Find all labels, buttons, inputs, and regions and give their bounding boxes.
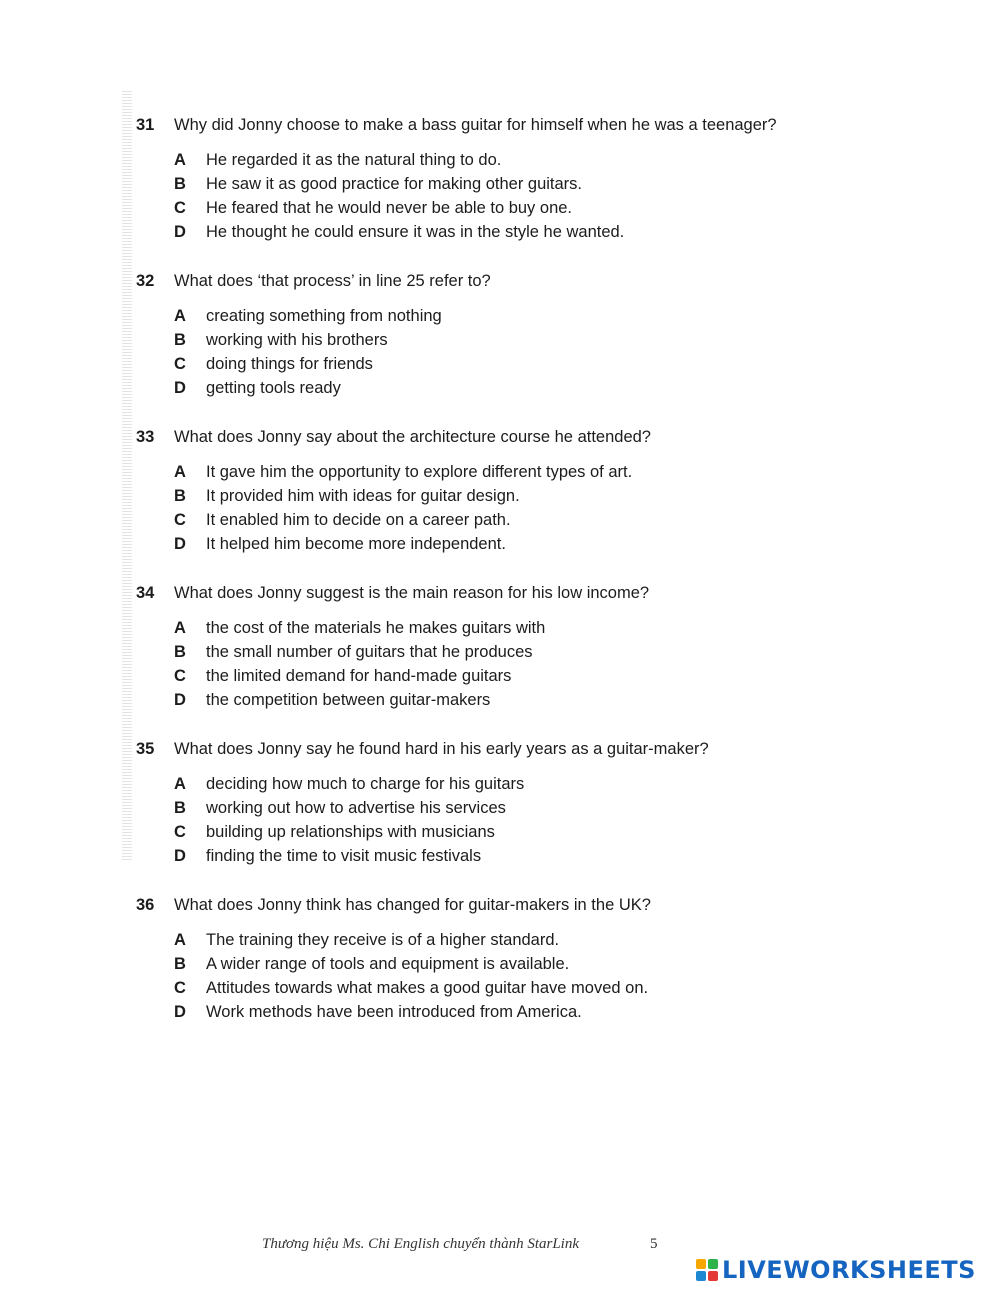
- option-a: [136, 772, 876, 796]
- question-number: 34: [136, 584, 155, 602]
- option-text: It gave him the opportunity to explore different types of art.: [206, 463, 633, 481]
- option-letter: C: [174, 511, 186, 529]
- option-b: [136, 796, 876, 820]
- footer-text: Thương hiệu Ms. Chi English chuyển thành StarLink: [262, 1236, 580, 1252]
- option-b: [136, 952, 876, 976]
- option-a: [136, 460, 876, 484]
- option-list: [136, 148, 876, 244]
- liveworksheets-brand: [696, 1255, 976, 1285]
- option-letter: C: [174, 667, 186, 685]
- option-list: [136, 304, 876, 400]
- option-list: [136, 616, 876, 712]
- question-number: 33: [136, 428, 155, 446]
- option-text: The training they receive is of a higher standard.: [206, 931, 560, 949]
- option-letter: B: [174, 331, 186, 349]
- option-list: [136, 772, 876, 868]
- option-a: [136, 928, 876, 952]
- option-text: It provided him with ideas for guitar design.: [206, 487, 520, 505]
- option-letter: B: [174, 175, 186, 193]
- option-c: [136, 196, 876, 220]
- option-text: the competition between guitar-makers: [206, 691, 491, 709]
- option-letter: D: [174, 691, 186, 709]
- question-stem: [136, 736, 876, 762]
- question-stem: [136, 424, 876, 450]
- question-number: 32: [136, 272, 155, 290]
- option-text: He feared that he would never be able to buy one.: [206, 199, 573, 217]
- option-letter: D: [174, 535, 186, 553]
- option-letter: A: [174, 931, 186, 949]
- option-text: the limited demand for hand-made guitars: [206, 667, 512, 685]
- liveworksheets-logo-icon: [696, 1259, 718, 1281]
- option-letter: A: [174, 307, 186, 325]
- option-letter: A: [174, 463, 186, 481]
- page-number: 5: [650, 1236, 658, 1252]
- option-letter: A: [174, 619, 186, 637]
- option-c: [136, 508, 876, 532]
- question-number: 36: [136, 896, 155, 914]
- option-list: [136, 460, 876, 556]
- option-letter: B: [174, 955, 186, 973]
- question-text: What does Jonny think has changed for guitar-makers in the UK?: [174, 896, 651, 914]
- option-letter: C: [174, 823, 186, 841]
- option-letter: D: [174, 223, 186, 241]
- option-text: working out how to advertise his services: [206, 799, 506, 817]
- question-stem: [136, 268, 876, 294]
- option-text: getting tools ready: [206, 379, 341, 397]
- option-text: creating something from nothing: [206, 307, 442, 325]
- question-34: [136, 580, 876, 712]
- question-text: What does ‘that process’ in line 25 refer to?: [174, 272, 491, 290]
- option-c: [136, 820, 876, 844]
- option-text: doing things for friends: [206, 355, 373, 373]
- option-letter: C: [174, 355, 186, 373]
- scan-edge-artifact: [122, 90, 132, 860]
- option-text: He saw it as good practice for making other guitars.: [206, 175, 583, 193]
- option-text: deciding how much to charge for his guitars: [206, 775, 525, 793]
- question-number: 35: [136, 740, 155, 758]
- question-text: Why did Jonny choose to make a bass guitar for himself when he was a teenager?: [174, 116, 777, 134]
- option-letter: A: [174, 775, 186, 793]
- option-a: [136, 148, 876, 172]
- option-c: [136, 976, 876, 1000]
- option-letter: C: [174, 979, 186, 997]
- option-c: [136, 664, 876, 688]
- option-text: Work methods have been introduced from America.: [206, 1003, 582, 1021]
- option-text: working with his brothers: [206, 331, 388, 349]
- option-b: [136, 328, 876, 352]
- brand-name: LIVEWORKSHEETS: [722, 1256, 976, 1284]
- option-list: [136, 928, 876, 1024]
- option-d: [136, 688, 876, 712]
- option-letter: D: [174, 847, 186, 865]
- question-number: 31: [136, 116, 155, 134]
- question-stem: [136, 112, 876, 138]
- question-33: [136, 424, 876, 556]
- option-d: [136, 376, 876, 400]
- option-text: finding the time to visit music festivals: [206, 847, 482, 865]
- option-letter: B: [174, 487, 186, 505]
- option-letter: B: [174, 799, 186, 817]
- option-c: [136, 352, 876, 376]
- option-letter: A: [174, 151, 186, 169]
- option-letter: B: [174, 643, 186, 661]
- option-b: [136, 484, 876, 508]
- option-d: [136, 532, 876, 556]
- question-stem: [136, 580, 876, 606]
- option-text: Attitudes towards what makes a good guitar have moved on.: [206, 979, 649, 997]
- option-text: the cost of the materials he makes guitars with: [206, 619, 546, 637]
- option-text: It enabled him to decide on a career path.: [206, 511, 511, 529]
- question-31: [136, 112, 876, 244]
- question-stem: [136, 892, 876, 918]
- option-letter: C: [174, 199, 186, 217]
- question-text: What does Jonny say he found hard in his early years as a guitar-maker?: [174, 740, 709, 758]
- option-d: [136, 844, 876, 868]
- option-text: building up relationships with musicians: [206, 823, 495, 841]
- question-text: What does Jonny say about the architecture course he attended?: [174, 428, 651, 446]
- option-text: the small number of guitars that he produces: [206, 643, 533, 661]
- option-a: [136, 304, 876, 328]
- option-text: It helped him become more independent.: [206, 535, 506, 553]
- question-text: What does Jonny suggest is the main reason for his low income?: [174, 584, 650, 602]
- question-32: [136, 268, 876, 400]
- option-text: A wider range of tools and equipment is available.: [206, 955, 570, 973]
- option-b: [136, 640, 876, 664]
- option-d: [136, 1000, 876, 1024]
- option-text: He regarded it as the natural thing to do.: [206, 151, 502, 169]
- option-b: [136, 172, 876, 196]
- option-a: [136, 616, 876, 640]
- question-36: [136, 892, 876, 1024]
- option-d: [136, 220, 876, 244]
- question-35: [136, 736, 876, 868]
- option-letter: D: [174, 1003, 186, 1021]
- option-letter: D: [174, 379, 186, 397]
- option-text: He thought he could ensure it was in the style he wanted.: [206, 223, 625, 241]
